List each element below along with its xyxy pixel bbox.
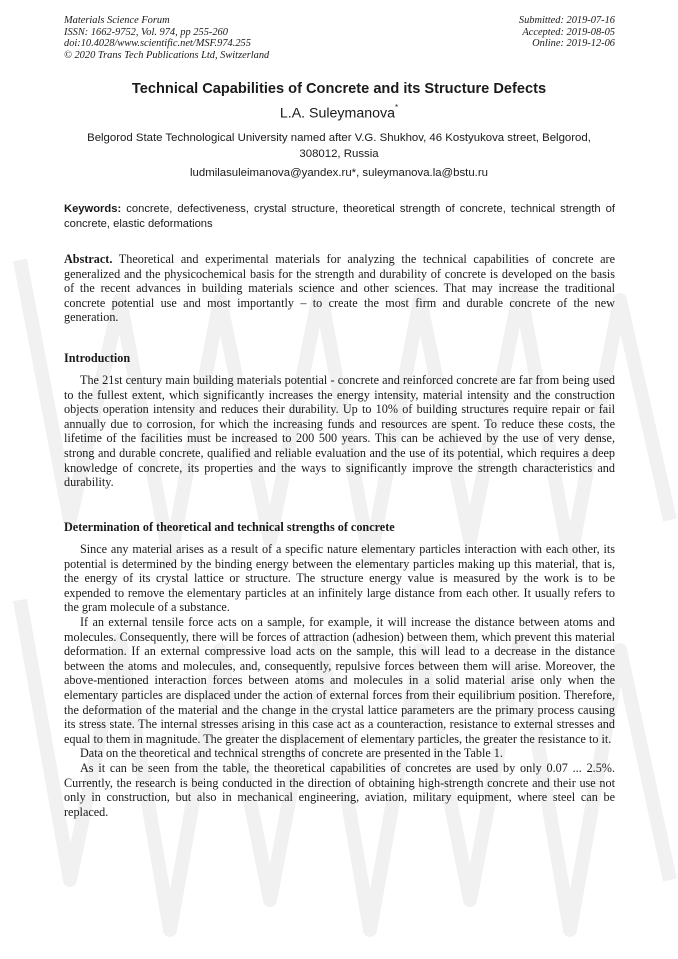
journal-info — [64, 15, 269, 61]
section-heading-introduction: Introduction — [64, 351, 131, 365]
journal-issn: ISSN: 1662-9752, Vol. 974, pp 255-260 — [64, 26, 228, 38]
journal-doi: doi:10.4028/www.scientific.net/MSF.974.255 — [64, 38, 251, 50]
journal-copyright: © 2020 Trans Tech Publications Ltd, Switzerland — [64, 49, 270, 61]
abstract — [64, 252, 615, 325]
paragraph: As it can be seen from the table, the theoretical capabilities of concretes are used by only 0.07 ... 2.5%. Currently, the research is being conducted in the direction of obtaining high-strength concrete and their use not only in construction, but also in mechanical engineering, aviation, military equipment, where steel can be replaced. — [64, 760, 615, 819]
submitted-date: Submitted: 2019-07-16 — [518, 15, 615, 26]
paragraph: Data on the theoretical and technical strengths of concrete are presented in the Table 1. — [80, 746, 503, 761]
journal-name: Materials Science Forum — [64, 15, 170, 26]
paragraph: Since any material arises as a result of a specific nature elementary particles interaction with each other, its potential is determined by the binding energy between the elementary particles making up this material, that is, the energy of its crystal lattice or structure. The structure energy value is measured by the work is to be expended to remove the elementary particles at an infinitely large distance from each other. It usually refers to the gram molecule of a substance. — [64, 542, 615, 615]
keywords-text: concrete, defectiveness, crystal structure, theoretical strength of concrete, technical strength of concrete, elastic deformations — [64, 203, 615, 230]
abstract-label: Abstract. — [64, 252, 113, 266]
introduction-body — [64, 373, 615, 490]
paper-title: Technical Capabilities of Concrete and its Structure Defects — [131, 81, 547, 97]
author-emails: ludmilasuleimanova@yandex.ru*, suleymanova.la@bstu.ru — [190, 167, 488, 179]
section-heading-strengths: Determination of theoretical and technical strengths of concrete — [64, 520, 395, 534]
journal-header — [64, 15, 615, 63]
accepted-date: Accepted: 2019-08-05 — [522, 26, 615, 38]
author-name: L.A. Suleymanova — [279, 105, 396, 122]
abstract-text: Theoretical and experimental materials for analyzing the technical capabilities of concrete are generalized and the physicochemical basis for the strength and durability of concrete is developed on the basis of the recent advances in building materials science and other sciences. That may increase the traditional concrete potential use and most importantly – to create the most firm and durable concrete of the new generation. — [64, 252, 616, 325]
keywords — [64, 202, 615, 231]
paragraph: The 21st century main building materials potential - concrete and reinforced concrete are far from being used to the fullest extent, which significantly increases the energy intensity, material intensity and the construction objects operation intensity and reduces their durability. Up to 10% of building structures require repair or fail annually due to corrosion, for which the increasing funds and resources are spent. To reduce these costs, the lifetime of the facilities must be increased to 200 500 years. This can be achieved by the use of very dense, strong and durable concrete, qualified and reliable evaluation and the use of its potential, which requires a deep knowledge of concrete, its properties and the ways to significantly improve the strength characteristics and durability. — [64, 373, 615, 490]
author-line — [30, 105, 648, 122]
strengths-body — [64, 542, 615, 819]
keywords-label: Keywords: — [64, 203, 122, 215]
online-date: Online: 2019-12-06 — [532, 38, 615, 50]
submission-dates — [519, 15, 615, 50]
paragraph: If an external tensile force acts on a sample, for example, it will increase the distance between atoms and molecules. Consequently, there will be forces of attraction (adhesion) between them, which prevent this material deformation. If an external compressive load acts on the sample, this will lead to a decrease in the distance between the atoms and molecules, and, consequently, repulsive forces between them will arise. Moreover, the above-mentioned interaction forces between atoms and molecules in a solid material arise only when the elementary particles are displaced under the action of external forces from their equilibrium position. Therefore, the deformation of the material and the change in the crystal lattice parameters are the primary process causing its stress state. The internal stresses arising in this case act as a counteraction, resistance to external stresses and equal to them in magnitude. The greater the displacement of elementary particles, the greater the resistance to it. — [64, 614, 615, 746]
corresponding-author-mark: * — [395, 103, 399, 112]
author-affiliation: Belgorod State Technological University named after V.G. Shukhov, 46 Kostyukova street, Belgorod, 308012, Russia — [87, 132, 591, 160]
